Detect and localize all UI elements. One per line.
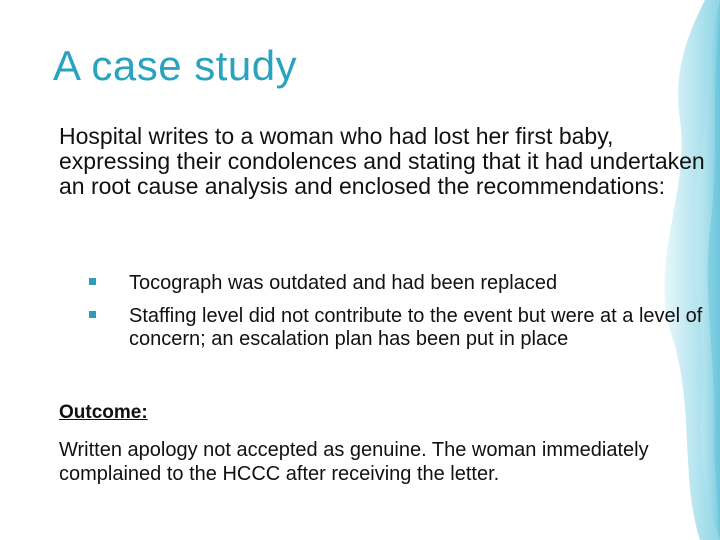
outcome-heading: Outcome: (59, 402, 148, 423)
list-item-text: Tocograph was outdated and had been replaced (129, 272, 558, 294)
intro-paragraph: Hospital writes to a woman who had lost her first baby, expressing their condolences and stating that it had undertaken an root cause analysis and enclosed the recommendations: (59, 123, 705, 199)
square-bullet-icon (89, 311, 96, 318)
recommendation-list (59, 272, 719, 361)
slide-title: A case study (53, 42, 298, 89)
outcome-paragraph: Written apology not accepted as genuine. The woman immediately complained to the HCCC after receiving the letter. (59, 439, 649, 485)
list-item-text: Staffing level did not contribute to the event but were at a level of concern; an escalation plan has been put in place (129, 305, 703, 350)
square-bullet-icon (89, 278, 96, 285)
list-item (59, 305, 719, 351)
list-item (59, 272, 719, 295)
